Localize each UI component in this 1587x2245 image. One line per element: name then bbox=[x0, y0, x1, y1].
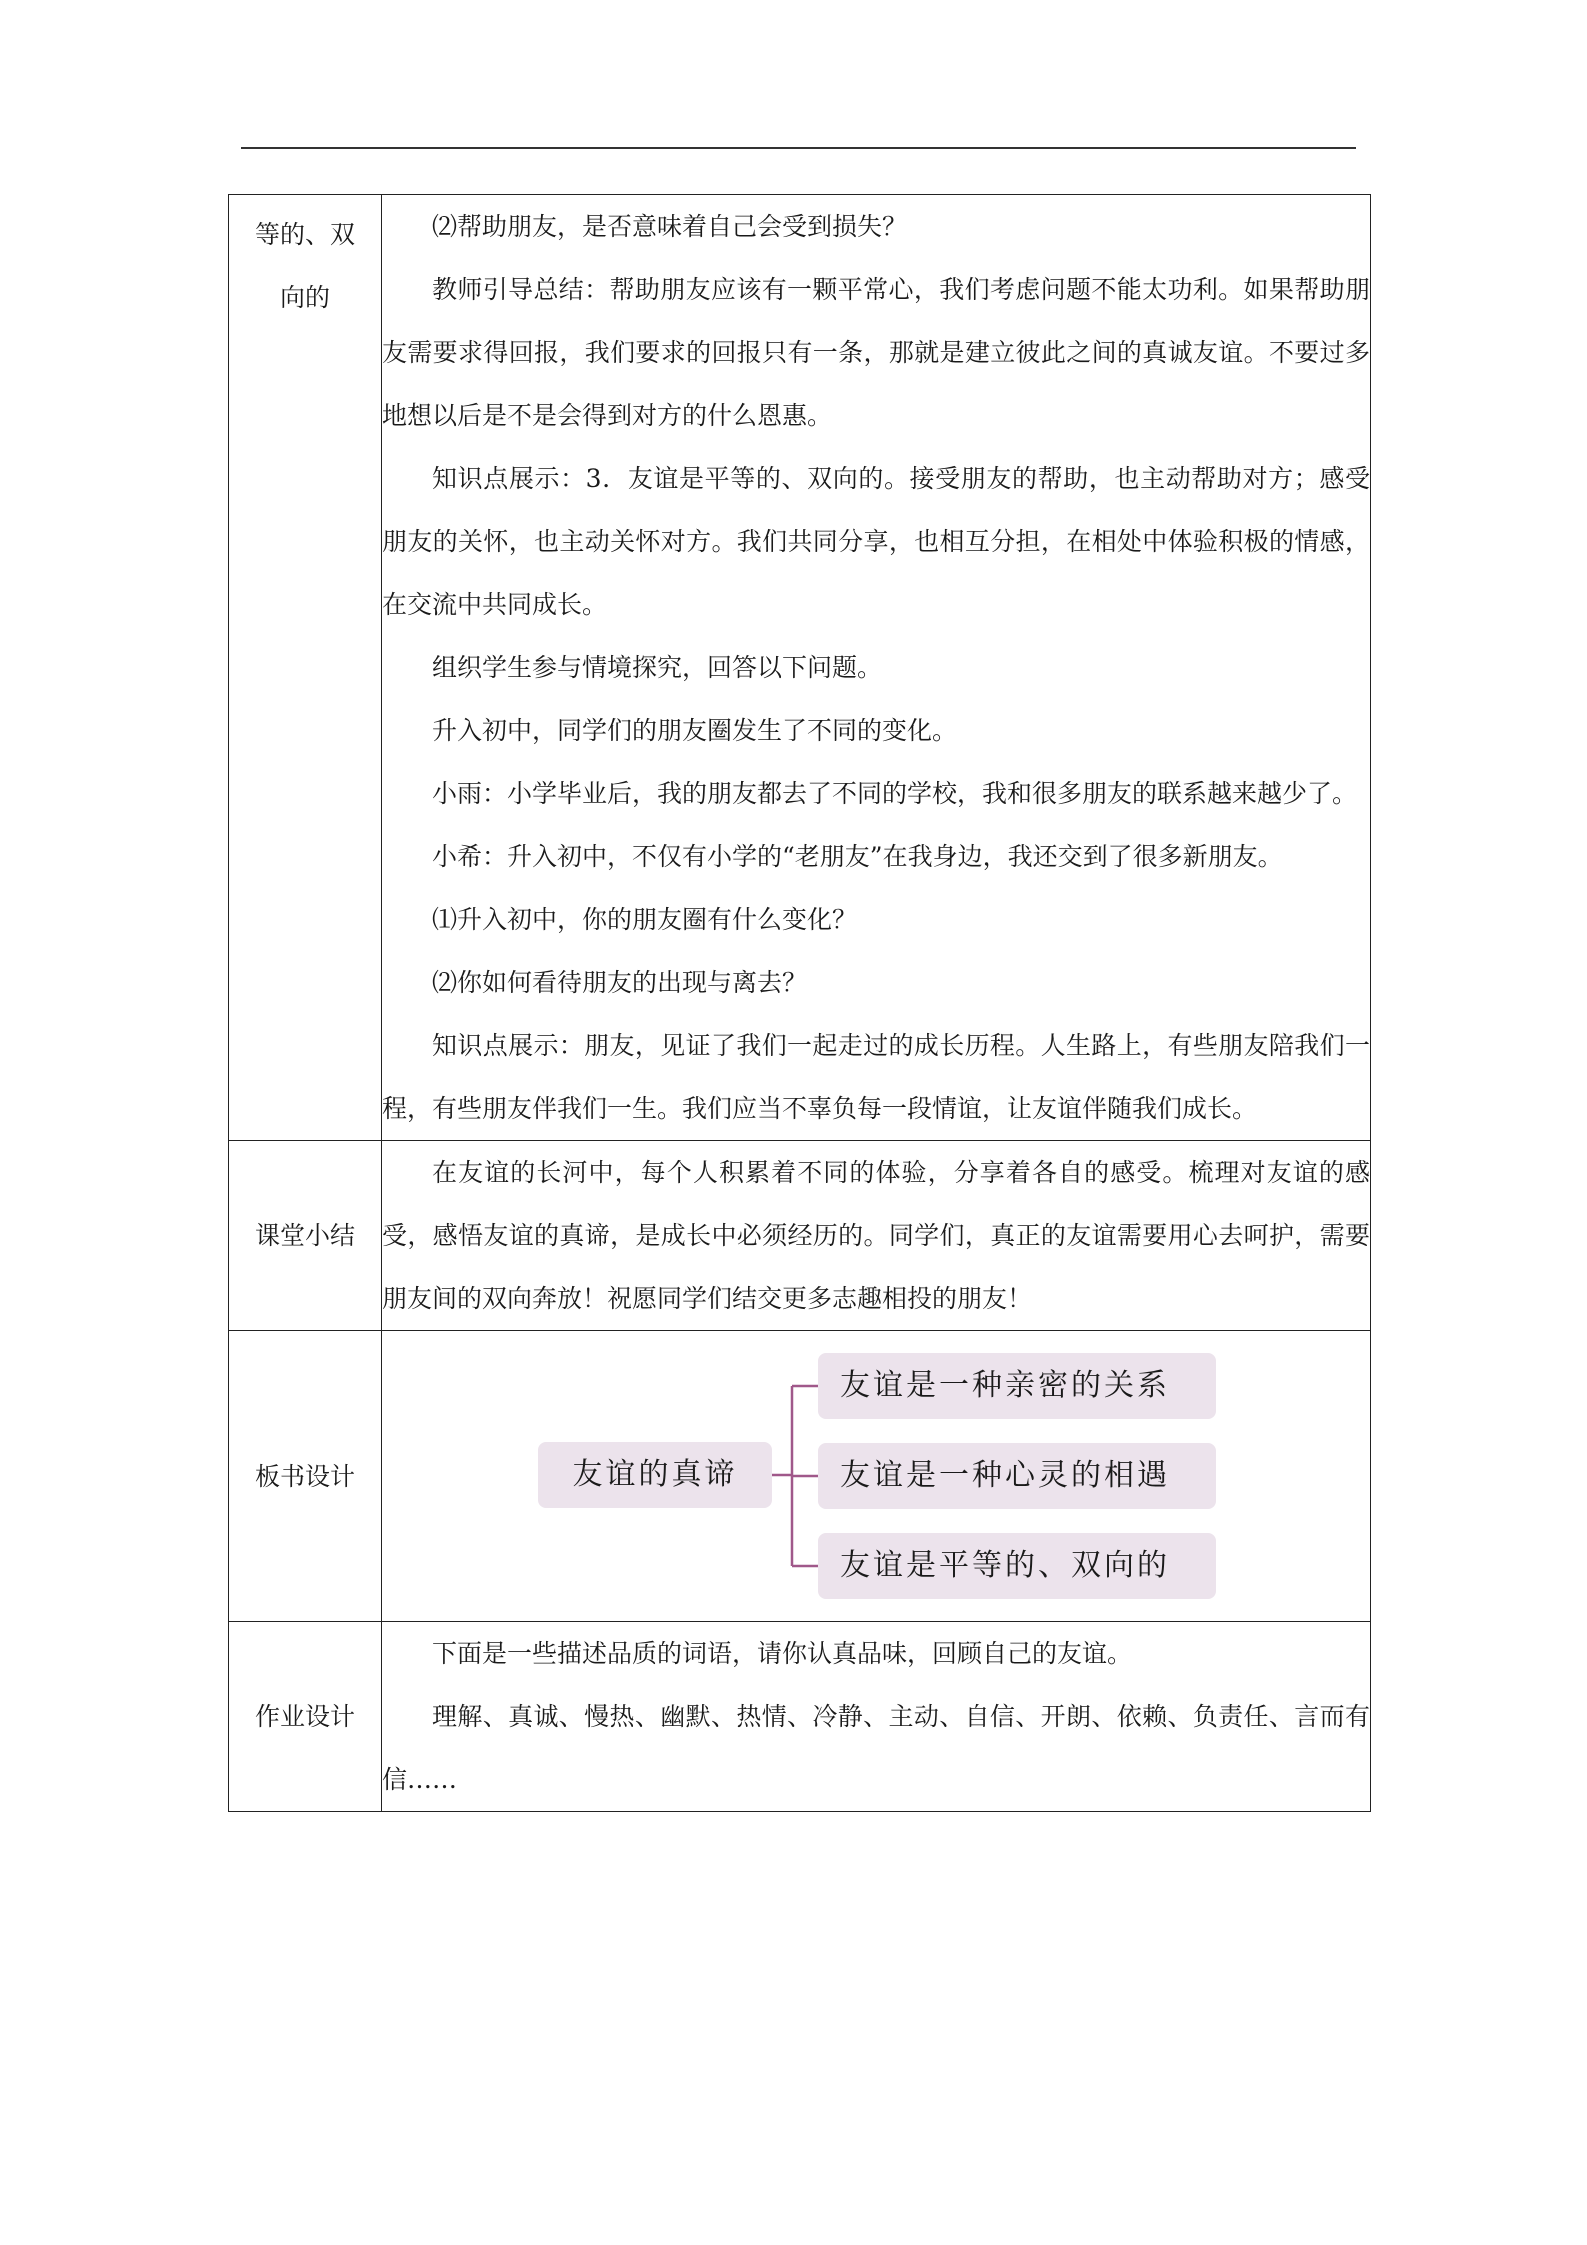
row-label-cell: 课堂小结 bbox=[229, 1141, 382, 1331]
paragraph: 下面是一些描述品质的词语，请你认真品味，回顾自己的友谊。 bbox=[432, 1639, 1133, 1668]
paragraph: 理解、真诚、慢热、幽默、热情、冷静、主动、自信、开朗、依赖、负责任、言而有信…… bbox=[382, 1702, 1370, 1794]
table-row bbox=[229, 1622, 1371, 1812]
paragraph: 小雨：小学毕业后，我的朋友都去了不同的学校，我和很多朋友的联系越来越少了。 bbox=[432, 779, 1358, 808]
paragraph: ⑴升入初中，你的朋友圈有什么变化？ bbox=[432, 905, 858, 934]
paragraph: 小希：升入初中，不仅有小学的“老朋友”在我身边，我还交到了很多新朋友。 bbox=[432, 842, 1283, 871]
board-branch-node: 友谊是一种亲密的关系 bbox=[818, 1353, 1216, 1419]
board-design-cell bbox=[382, 1331, 1371, 1622]
row-label-cell: 板书设计 bbox=[229, 1331, 382, 1622]
paragraph: 教师引导总结：帮助朋友应该有一颗平常心，我们考虑问题不能太功利。如果帮助朋友需要求得回报，我们要求的回报只有一条，那就是建立彼此之间的真诚友谊。不要过多地想以后是不是会得到对方的什么恩惠。 bbox=[382, 275, 1370, 430]
row-content-cell bbox=[382, 195, 1371, 1141]
table-row bbox=[229, 1331, 1371, 1622]
paragraph: 在友谊的长河中，每个人积累着不同的体验，分享着各自的感受。梳理对友谊的感受，感悟友谊的真谛，是成长中必须经历的。同学们，真正的友谊需要用心去呵护，需要朋友间的双向奔放！祝愿同学们结交更多志趣相投的朋友！ bbox=[382, 1158, 1370, 1313]
row-content-cell bbox=[382, 1622, 1371, 1812]
board-root-node: 友谊的真谛 bbox=[538, 1442, 772, 1508]
paragraph: ⑵你如何看待朋友的出现与离去？ bbox=[432, 968, 808, 997]
table-row bbox=[229, 1141, 1371, 1331]
lesson-plan-table bbox=[228, 194, 1371, 1812]
header-rule bbox=[241, 147, 1356, 149]
row-label-cell bbox=[229, 195, 382, 1141]
board-branch-node: 友谊是平等的、双向的 bbox=[818, 1533, 1216, 1599]
row-content-cell bbox=[382, 1141, 1371, 1331]
board-diagram bbox=[382, 1331, 1370, 1621]
paragraph: 知识点展示：3．友谊是平等的、双向的。接受朋友的帮助，也主动帮助对方；感受朋友的关怀，也主动关怀对方。我们共同分享，也相互分担，在相处中体验积极的情感，在交流中共同成长。 bbox=[382, 464, 1370, 619]
board-branch-node: 友谊是一种心灵的相遇 bbox=[818, 1443, 1216, 1509]
row-label-line: 向的 bbox=[279, 283, 330, 312]
paragraph: ⑵帮助朋友，是否意味着自己会受到损失？ bbox=[432, 212, 908, 241]
table-row bbox=[229, 195, 1371, 1141]
paragraph: 知识点展示：朋友，见证了我们一起走过的成长历程。人生路上，有些朋友陪我们一程，有些朋友伴我们一生。我们应当不辜负每一段情谊，让友谊伴随我们成长。 bbox=[382, 1031, 1370, 1123]
row-label-line: 等的、双 bbox=[254, 220, 355, 249]
paragraph: 组织学生参与情境探究，回答以下问题。 bbox=[432, 653, 883, 682]
row-label-cell: 作业设计 bbox=[229, 1622, 382, 1812]
paragraph: 升入初中，同学们的朋友圈发生了不同的变化。 bbox=[432, 716, 958, 745]
